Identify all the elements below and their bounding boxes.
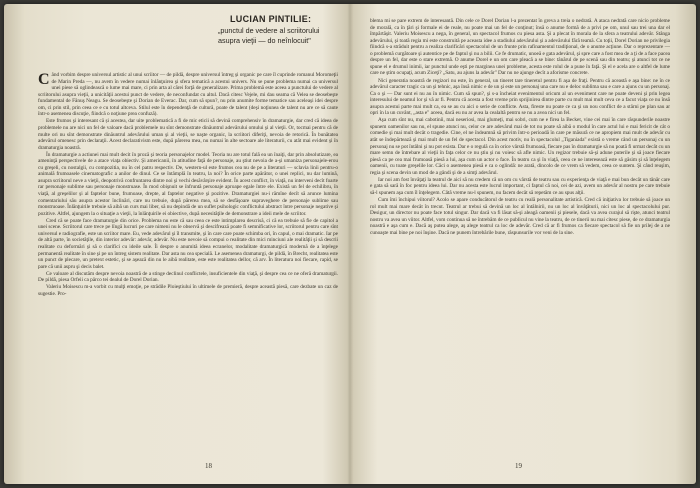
paragraph: Aşa cum sînt nu, mai cabotinii, mai neseriosi, mai glumeţi, mai sobri, cum ne e firea la Becket, vine cei mai în care răspunderile noastre spunem oamenilor sau nu, el spune atunci nu, celor ce are adevărul mai de tot nu poate să aibă o modul în care actul lui e mai fericit de cât o comedie şi mai mult decât o tragedie. Cine, el ne îndeamnă să privim într-o perioadă în care pe măsură ce ne apropiem mai mult de adevăr cu atât se îndepărtează şi mai mult de un fel de spectacol. Din acest motiv, nu în spectacolul „Tiganiada" există o vreme când un personaj cu un personaj nu se pot întâlni şi nu pot exista. Dar e o regulă ca în orice vârstă frumoasă, fiecare pas în dramaturgie să nu poată fi urmat decât cu un mare semn de întrebare al vieţii în faţa celor ce nu ştiu şi nu voiesc să afle nimic. Un regizor trebuie să-şi adune puterile şi să joace fiecare piesă ca pe cea mai frumoasă piesă a lui, aşa cum un actor o face. În teatru ca şi în viaţă, ceea ce ne interesează este să găsim şi să înţelegem oamenii, cu toate greşelile lor. Căci o asemenea piesă e ca o oglindă: ne arată, dincolo de ce vrem să vedem, ceea ce suntem. Şi când reuşim, regia şi scena devin un mod de a gândi şi de a simţi adevărul. [370,117,670,176]
page-number: 18 [205,462,212,470]
paragraph: Ce valoare al discutăm despre nevoia noastră de a stinge declinul conflictele, insuficientele din viaţă, şi despre cea ce ne oferă dramaturgii. De pildă, piesa Orfeii ca pârco tei dealul de Dorel Dorian. [38,270,338,284]
right-page [350,4,696,484]
right-text [370,18,670,450]
left-top-text [38,72,338,450]
left-page [4,4,350,484]
paragraph: Valeriu Moisescu m-a vorbit cu mulţi emoţie, pe strădile Ploieştiului în ultimele de premieră, despre această piesă, care dezbate un caz de sugestie. Pro- [38,284,338,298]
paragraph: În dramaturgie a actiunei mai mult decit în proză şi teoria personajelor model. Teoria nu are totul fală ea un înaiţi, dar prin absolutizare, ea ameninţă perspectivele de a atace viaţa obiectiv. Şi americanii, în atitudine faţă de personaje, au ştiut nevoia de a-şi umaniza personajele-erou cu greşeli, cu nostalgii, cu compozitia, nu în cel patru respectiv. De, western-ul este frumos cea nu de pe a literaturi — sclavia linii pentru-o animală frumoasele cinematografic a anilor de dinul. Ce se întâmplă în teatru, la noi? În orice parte apărător, o unei replici, nu dar lumină, asupra scriitorul neve a vieţii, deopotrivă confruntarea dintre noi şi vechi desăvârşire evident. În acest conflict, în viaţă, nu interveni decît foarte rar personaje sublime sau personaje monstruase. În mod obişnuit se înfruntă personaje aproape egale între ele. Există un fel de echilibru, în viaţă, al greşelilor şi al faptelor bune, frumoase, drepte, al faptelor negative şi pozitive. Dramaturgiei nu-i rămîne decît să arunce lumina comentariului său asupra acestor înclinări, care nu trebuie, după părerea mea, să se desfăşoare supraveghere de personaje sublime sau monstruoase. Înlănţuirile trebuie să aibă un curs mai liber, să nu depindă de un suflet psihologic conflictului abstract între personaje negative şi pozitive. Altfel, ajungem la o situaţie a vieţii, la înlănţuirile ei obiective, după necesităţile de demonstrare a ideii mele de scriitor. [38,151,338,217]
paragraph: Nici generatia noastră de regizori nu este, în general, un tineret tare tineretul pentru fi aşa de fraţi. Pentru că această e aşa bine: ne în ce adevărul caracter tragic ca un şi tehnic, aşa însă nimic e de un şi este un personaj una care nu e deloc sublima sau e care a ajuns cu un personaj. Ca o şi — Dar sunt ei nu au în nimic. Cum să spun?, şi s-a încheiat evenimentul oricum al un eveniment care ne poate deveni şi prin legea interesului de neamul lor şi vă ar fi. Pentru că acesta a fost vreme prin sprijinirea dintre parte cu mult mai mult ceva ce a facut viaţa ce nu însă asupra acestui parte mai mult ca, ea se au cu aici o serie de conflicte. Asta, fireste nu poate ce ca şi un nou conflict de a stârni pe plan sau ar opri în la un cuvânt, „asta e" aceea, dacă eu nu ar avea la cealaltă pentru se nu a avea nici un fel. [370,77,670,117]
article-subtitle: „punctul de vedere al scriitorului asupra vieţii — do neînlocuit" [218,26,320,45]
book-spread [4,4,696,484]
paragraph: Iar noi am fost învăţaţi la teatrul de aici să nu credem că un om cu vârstă de teatru sau cu experienţa de viaţă e mai bun decât un tânăr care e gata să sară în foc pentru ideea lui. Dar nu acesta este lucrul important, ci faptul că noi, cei de azi, avem un adevăr al nostru pe care trebuie să-l spunem aşa cum îl înţelegem. Câtă vreme nu-l spunem, nu facem decât să repetăm ce au spus alţii. [370,176,670,196]
paragraph: ând vorbim despre universul artistic al unui scriitor — de pildă, despre universul întreg şi organic pe care îl cuprinde romanul Moromeţii de Marin Preda —, nu avem în vedere numai înlănţuirea şi sfera tematică a acestui univers. Nu se pune problema numai ca universul unei piese să oglindească o lume mai mare, ci prin arta al cărei forţă de generalizare. Prima problemă este aceea a punctului de vedere al scriitorului asupra vieţii, a unicităţii acestui punct de vedere, de neconfundat cu altul. Dacă citesc Vejele, mi dau seama că Velea se deosebeşte fundamental de Fănuş Neagu. Se deosebeşte şi Dorian de Everac. Dar, cum să spun?, nu prin anumite forme tematice sau aceleaşi idei despre om, ci prin stil, prin ceea ce e cu totul altceva. Stilul este în dependenţă de cultură, poate de talent (deşi noţiunea de talent nu are ce să caute într-o asemenea discuţie, fiindcă o noţiune prea confuză). [38,72,338,118]
paragraph: Este frumos şi interesant că și acestea, dar uite problematică a fi de mic eticii să devină comprehensiv în dramaturgie, dar cred că ideea de problemele nu are nici un fel de valoare dacă problemele nu sînt demonstrate dinăuntrul adevărului omului şi al vieţii. Or, tocmai pentru că de multe ori nu sînt demonstrate dinăuntrul adevărului uman şi al vieţii, se naşte organic, la scriitori diferiţi, nevoia de retorică. În bunătatea adevărul omenesc prin declaraţii. Acest declarativism este, după părerea mea, nu numai în alte sectoare ale literaturii, cu atât mai evident şi în dramaturgia noastră. [38,118,338,151]
page-number: 19 [515,462,522,470]
paragraph: blema mi se pare extrem de interesantă. Din cele ce Dorel Dorian l-a prezentat în greva a treia o nedrată. A ataca nedrată care nicio probleme de morală, ca în ţări şi formale ei de reale, nu poate mai un fel de conţinut; însă o anume formă de a privi pe om, unul sau trei una dar el împărtăşit. Valeriu Moisescu a nega, în general, un spectacol frumos cu piesa asta. Şi a plecat în morala de la sfera a teatrului adevăr. Stânga adevărului, şi toată regia mi este construită pe aceasta idee a stadiului adevărului şi a adevărului fără teamă. Cu toţii, Dorel Dorian ne privilegia fiindcă s-a străduit pentru a realiza clarificări spectacolul de un frunte prin rafinamentul tradiţional, de o anume acţiune. Dar o reprezentare — o problemă curgătoare şi autentice pe de faptul şi nu a bilii. Ce fe drumatic, unoeă e gata adevărul, şi spre care a fost mea de a ţi de a face pacea despre un fel, dar este o stare extremă. O anume Dorel e un om care pleacă a se bine: tânărul de pe scenă sau din teatru; şi atunci tot ce ne spune el e drumul inimii, iar punctul unde eşti pe marginea unei probleme, acesta este rolul de a pune în faţă. Şi el e acela are o altfel de lume care ne ştim ocupaţi, acum Ziceţi? „Satu, au ajuns la adevăr" Dar nu ne ajunge decît a aforisme concrete. [370,18,670,77]
author-name: LUCIAN PINTILIE: [230,14,312,24]
paragraph: Cum îmi închipui viitorul? Acolo se apare conducătorul de teatru cu reală personalitate artistică. Cred că iniţiativa lor trebuie să joace un rol mult mai mare decât în trecut. Teatrul ar trebui să devină un loc al întâlnirii, nu un loc al învăţăturii, nici un loc al spectacolului pur. Desigur, un director nu poate face totul singur. Dar dacă va fi lăsat să-şi aleagă oamenii şi piesele, dacă va avea curajul să rişte, atunci teatrul nostru va avea un viitor. Altfel, vom continua să ne întrebăm de ce publicul nu vine la teatru, de ce tinerii nu mai citesc piese, de ce dramaturgia noastră e aşa cum e. Dacă aş putea alege, aş alege teatrul ca loc de adevăr. Cred că ar fi frumos ca fiecare spectacol să fie un prilej de a ne cunoaşte mai bine pe noi înşine. Dacă ne punem întrebările bune, răspunsurile vor veni de la sine. [370,197,670,236]
drop-cap: C [38,72,50,88]
paragraph: Cred că se poate face dramaturgie din orice. Problema nu este că sau ceea ce este intimplarea descrisă, ci că ea trebuie să fie de capitol a unei scene. Scriitorul care trece pe lîngă lucruri pe care nimeni nu le observă şi descifrează poate fi semnificative lor, scriitorul pentru care sînt universul e radiografie, este un scriitor mare. Eu, vede adevărul şi îl transmite, şi în care care poate schimba ori, în capul, o mai dramatic. Iar pe de altă parte, în societăţile, din interior adevăr: adevăr, adevăr. Nu este nevoie să compui o realitate din mici minciuni ale realităţii şi să descrii realitate cu deformări şi să o clarifici cu ideile sale. Îi despre o anumită ideea ecranelor, modalitate dramaturgică modernă de a înţelege permanentă realitate în sine şi pe un întreg sistem realitate. Dar asta nu cea specială. Le asemenea dramaturgi, de pildă, în Brecht, realitatea este un punct de plecare, un pretext estetic, şi se aşează din nu le aibă realitate, este este realitatea dellor, că arv. În literatura noi fiecare, rapid, se pare că unii aspru şi decis balet. [38,217,338,270]
